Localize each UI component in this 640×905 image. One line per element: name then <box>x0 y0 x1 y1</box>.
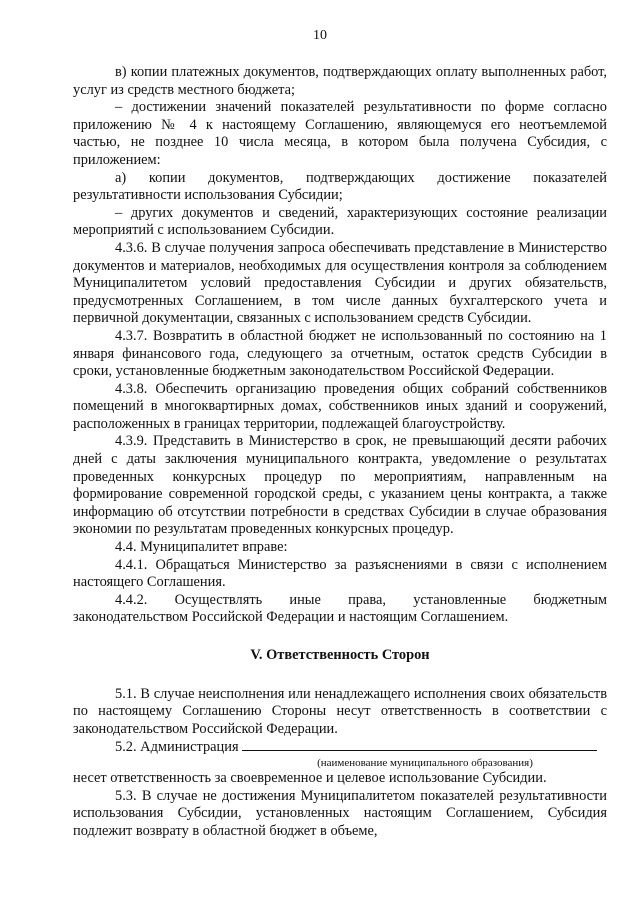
paragraph-5-2-continuation: несет ответственность за своевременное и целевое использование Субсидии. <box>73 769 547 786</box>
paragraph-4-4: 4.4. Муниципалитет вправе: <box>115 539 288 556</box>
paragraph: а) копии документов, подтверждающих достижение показателей результативности использования Субсидии; <box>73 169 607 204</box>
paragraph: в) копии платежных документов, подтверждающих оплату выполненных работ, услуг из средств местного бюджета; <box>73 64 607 98</box>
paragraph-4-3-8: 4.3.8. Обеспечить организацию проведения общих собраний собственников помещений в многоквартирных домах, собственников иных зданий и сооружений, расположенных в границах территории, подлежащей благоустройству. <box>73 380 607 432</box>
paragraph-4-3-7: 4.3.7. Возвратить в областной бюджет не использованный по состоянию на 1 января финансового года, следующего за отчетным, остаток средств Субсидии в сроки, установленные бюджетным законодательством Российской Федерации. <box>73 327 607 380</box>
paragraph-4-3-6: 4.3.6. В случае получения запроса обеспечивать представление в Министерство документов и материалов, необходимых для осуществления контроля за соблюдением Муниципалитетом условий предоставления Субсидии и других обязательств, предусмотренных Соглашением, в том числе данных бухгалтерского учета и первичной документации, связанных с использованием средств Субсидии. <box>73 239 607 327</box>
page-number: 10 <box>313 28 327 43</box>
paragraph-5-2 <box>73 738 607 757</box>
paragraph-4-4-2: 4.4.2. Осуществлять иные права, установленные бюджетным законодательством Российской Федерации и настоящим Соглашением. <box>73 591 607 626</box>
paragraph-4-4-1: 4.4.1. Обращаться Министерство за разъяснениями в связи с исполнением настоящего Соглашения. <box>73 556 607 591</box>
document-body <box>73 64 607 840</box>
paragraph-5-2-label: 5.2. Администрация <box>115 739 239 756</box>
paragraph-4-3-9: 4.3.9. Представить в Министерство в срок, не превышающий десяти рабочих дней с даты заключения муниципального контракта, уведомление о результатах проведенных конкурсных процедур по мероприятиям, направленным на формирование современной городской среды, с указанием цены контракта, а также информацию об отсутствии потребности в средствах Субсидии в случае образования экономии по результатам проведенных конкурсных процедур. <box>73 433 607 538</box>
paragraph-5-3: 5.3. В случае не достижения Муниципалитетом показателей результативности использования Субсидии, установленных настоящим Соглашением, Субсидия подлежит возврату в областной бюджет в объеме, <box>73 787 607 839</box>
fill-in-caption: (наименование муниципального образования) <box>317 756 533 769</box>
section-heading: V. Ответственность Сторон <box>250 647 430 663</box>
paragraph: – достижении значений показателей результативности по форме согласно приложению № 4 к настоящему Соглашению, являющемуся его неотъемлемой частью, не позднее 10 числа месяца, в котором была получена Субсидия, с приложением: <box>73 99 607 168</box>
fill-in-line <box>242 738 597 751</box>
paragraph: – других документов и сведений, характеризующих состояние реализации мероприятий с использованием Субсидии. <box>73 204 607 239</box>
paragraph-5-1: 5.1. В случае неисполнения или ненадлежащего исполнения своих обязательств по настоящему Соглашению Стороны несут ответственность в соответствии с законодательством Российской Федерации. <box>73 685 607 737</box>
